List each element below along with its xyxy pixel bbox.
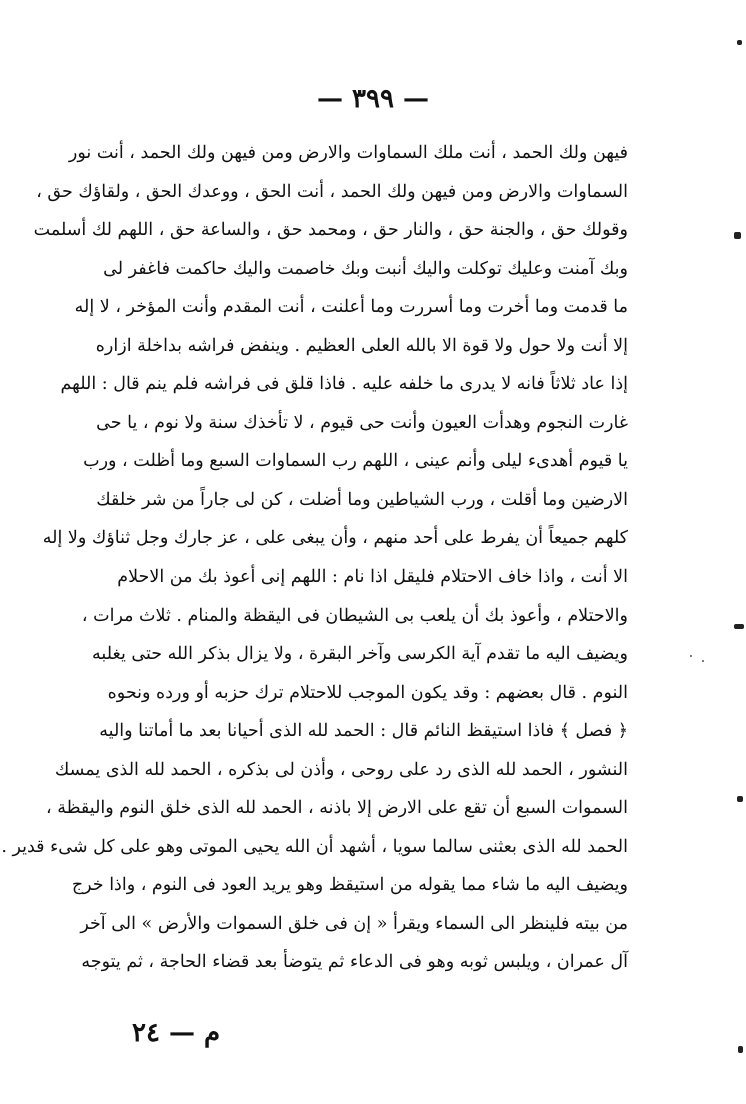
- text-line: النشور ، الحمد لله الذى رد على روحى ، وأذن لى بذكره ، الحمد لله الذى يمسك: [54, 759, 628, 780]
- text-line: النوم . قال بعضهم : وقد يكون الموجب للاحتلام ترك حزبه أو ورده ونحوه: [107, 682, 628, 703]
- text-line: ما قدمت وما أخرت وما أسررت وما أعلنت ، أنت المقدم وأنت المؤخر ، لا إله: [74, 297, 628, 318]
- text-line: يا قيوم أهدىء ليلى وأنم عينى ، اللهم رب السماوات السبع وما أظلت ، ورب: [83, 451, 628, 472]
- signature-mark: م — ٢٤: [132, 1018, 221, 1048]
- text-line: والاحتلام ، وأعوذ بك أن يلعب بى الشيطان فى اليقظة والمنام . ثلاث مرات ،: [81, 605, 628, 626]
- margin-mark: [738, 1046, 743, 1053]
- text-line: وقولك حق ، والجنة حق ، والنار حق ، ومحمد حق ، والساعة حق ، اللهم لك أسلمت: [33, 220, 628, 241]
- text-line: كلهم جميعاً أن يفرط على أحد منهم ، وأن يبغى على ، عز جارك وجل ثناؤك ولا إله: [42, 528, 628, 549]
- text-line: الارضين وما أقلت ، ورب الشياطين وما أضلت ، كن لى جاراً من شر خلقك: [96, 489, 628, 510]
- margin-mark: [734, 624, 744, 629]
- margin-mark: [737, 40, 742, 45]
- margin-mark: [734, 232, 741, 239]
- text-line: الحمد لله الذى بعثنى سالما سويا ، أشهد أن الله يحيى الموتى وهو على كل شىء قدير .: [1, 836, 628, 857]
- scan-speck: [690, 655, 692, 657]
- text-line: غارت النجوم وهدأت العيون وأنت حى قيوم ، لا تأخذك سنة ولا نوم ، يا حى: [96, 412, 628, 433]
- body-text: [1, 134, 628, 982]
- text-line: ﴿ فصل ﴾ فاذا استيقظ النائم قال : الحمد لله الذى أحيانا بعد ما أماتنا واليه: [99, 721, 628, 742]
- text-line: ويضيف اليه ما شاء مما يقوله من استيقظ وهو يريد العود فى النوم ، واذا خرج: [71, 875, 628, 896]
- text-line: آل عمران ، ويلبس ثوبه وهو فى الدعاء ثم يتوضأ بعد قضاء الحاجة ، ثم يتوجه: [81, 952, 628, 973]
- text-line: إذا عاد ثلاثاً فانه لا يدرى ما خلفه عليه . فاذا قلق فى فراشه فلم ينم قال : اللهم: [60, 374, 628, 395]
- text-line: إلا أنت ولا حول ولا قوة الا بالله العلى العظيم . وينفض فراشه بداخلة ازاره: [95, 335, 628, 356]
- text-line: فيهن ولك الحمد ، أنت ملك السماوات والارض ومن فيهن ولك الحمد ، أنت نور: [68, 143, 628, 163]
- text-line: السموات السبع أن تقع على الارض إلا باذنه ، الحمد لله الذى خلق النوم واليقظة ،: [45, 798, 628, 819]
- margin-mark: [737, 796, 743, 802]
- scan-speck: [702, 660, 704, 662]
- text-line: السماوات والارض ومن فيهن ولك الحمد ، أنت الحق ، ووعدك الحق ، ولقاؤك حق ،: [36, 181, 628, 202]
- page-number: — ٣٩٩ —: [316, 84, 430, 114]
- text-line: وبك آمنت وعليك توكلت واليك أنبت وبك خاصمت واليك حاكمت فاغفر لى: [103, 258, 628, 279]
- text-line: الا أنت ، واذا خاف الاحتلام فليقل اذا نام : اللهم إنى أعوذ بك من الاحلام: [117, 567, 628, 588]
- text-line: ويضيف اليه ما تقدم آية الكرسى وآخر البقرة ، ولا يزال بذكر الله حتى يغلبه: [92, 644, 628, 665]
- text-line: من بيته فلينظر الى السماء ويقرأ « إن فى خلق السموات والأرض » الى آخر: [80, 913, 628, 934]
